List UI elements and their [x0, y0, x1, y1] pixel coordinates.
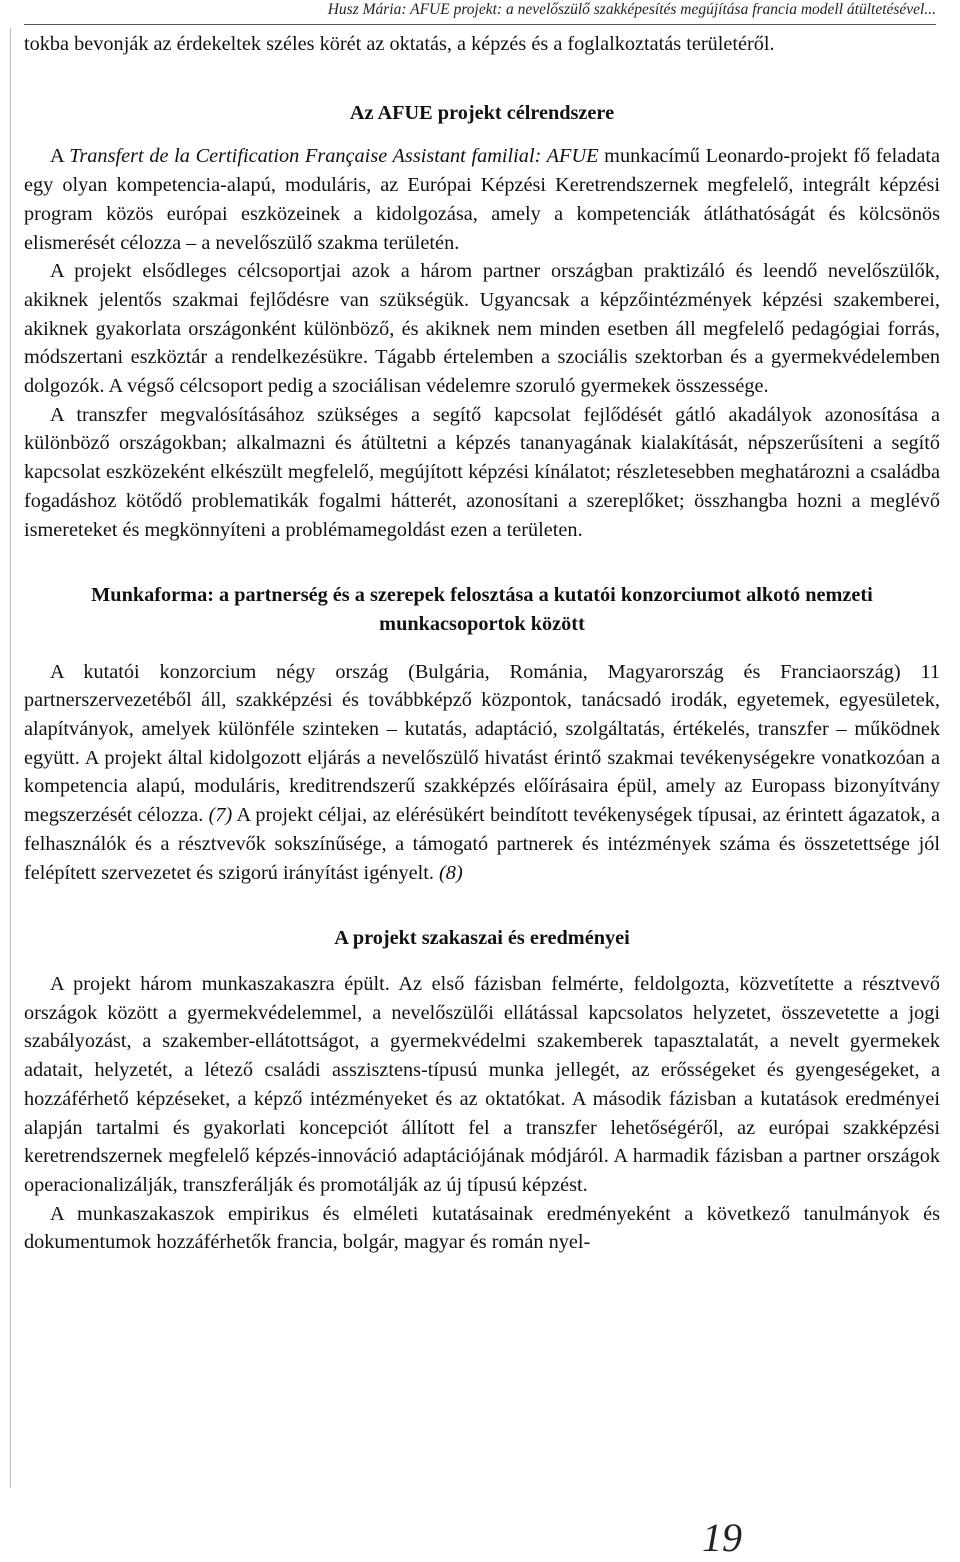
page-number: 19 — [702, 1515, 742, 1560]
page-body — [24, 30, 940, 1257]
work-paragraph-1 — [24, 658, 940, 888]
goals-paragraph-2: A projekt elsődleges célcsoportjai azok a három partner országban praktizáló és leendő nevelőszülők, akiknek jelentős szakmai fejlődésre van szükségük. Ugyancsak a képzőintézmények képzési szakemberei, akiknek gyakorlata országonként különböző, és akiknek nem minden esetben áll megfelelő pedagógiai forrás, módszertani eszköztár a rendelkezésükre. Tágabb értelemben a szociális szektorban és a gyermekvédelemben dolgozók. A végső célcsoport pedig a szociálisan védelemre szoruló gyermekek összessége. — [24, 260, 940, 398]
heading-phases: A projekt szakaszai és eredményei — [334, 927, 630, 950]
heading-goals: Az AFUE projekt célrendszere — [349, 101, 615, 124]
goals-paragraph-1 — [24, 142, 940, 257]
margin-rule — [10, 28, 11, 1488]
phases-paragraph-1: A projekt három munkaszakaszra épült. Az első fázisban felmérte, feldolgozta, közvetítette a résztvevő országok között a gyermekvédelemmel, a nevelőszülői ellátással kapcsolatos helyzetet, összevetette a jogi szabályozást, a szakember-ellátottságot, a gyermekvédelmi szakemberek tapasztalatát, a nevelt gyermekek adatait, helyzetét, a létező családi asszisztens-típusú munka jellegét, az erősségeket és gyengeségeket, a hozzáférhető képzéseket, a képző intézményeket és az oktatókat. A második fázisban a kutatások eredményei alapján tartalmi és gyakorlati koncepciót állított fel a transzfer lehetőségéről, az európai szakképzési keretrendszernek megfelelő képzés-innováció adaptációjának módjáról. A harmadik fázisban a partner országok operacionalizálják, transzferálják és promotálják az új típusú képzést. — [24, 972, 940, 1196]
work-p1-part2: A projekt céljai, az elérésükért beindított tevékenységek típusai, az érintett ágazatok, a felhasználók és a résztvevők sokszínűsége, a támogató partnerek és intézmények száma és összetettsége jól felépített szervezetet és szigorú irányítást igényelt. — [24, 804, 940, 884]
running-head: Husz Mária: AFUE projekt: a nevelőszülő szakképesítés megújítása francia modell átültetésével... — [24, 0, 936, 25]
goals-p1-before: A — [50, 145, 70, 168]
work-p1-part1: A kutatói konzorcium négy ország (Bulgária, Románia, Magyarország és Franciaország) 11 partnerszervezetéből áll, szakképzési és továbbképző központok, tanácsadó irodák, egyetemek, egyesületek, alapítványok, amelyek különféle szinteken – kutatás, adaptáció, szolgáltatás, értékelés, transzfer – működnek együtt. A projekt által kidolgozott eljárás a nevelőszülő hivatást érintő szakmai tevékenységekre vonatkozóan a kompetencia alapú, moduláris, kreditrendszerű szakképzés előírásaira épül, amely az Europass bizonyítvány megszerzését célozza. — [24, 660, 940, 827]
heading-work: Munkaforma: a partnerség és a szerepek felosztása a kutatói konzorciumot alkotó nemzeti munkacsoportok között — [91, 584, 873, 635]
footnote-ref-7[interactable]: (7) — [208, 804, 233, 827]
footnote-ref-8[interactable]: (8) — [439, 861, 463, 884]
phases-paragraph-2: A munkaszakaszok empirikus és elméleti kutatásainak eredményeként a következő tanulmányok és dokumentumok hozzáférhetők francia, bolgár, magyar és román nyel- — [24, 1202, 940, 1254]
intro-continuation: tokba bevonják az érdekeltek széles körét az oktatás, a képzés és a foglalkoztatás területéről. — [24, 33, 775, 55]
goals-p1-after: munkacímű Leonardo-projekt fő feladata egy olyan kompetencia-alapú, moduláris, az Európai Képzési Keretrendszernek megfelelő, integrált képzési program közös európai eszközeinek a kidolgozása, amely a kompetenciák átláthatóságát és kölcsönös elismerését célozza – a nevelőszülő szakma területén. — [24, 145, 940, 254]
goals-paragraph-3: A transzfer megvalósításához szükséges a segítő kapcsolat fejlődését gátló akadályok azonosítása a különböző országokban; alkalmazni és átültetni a képzés tananyagának kialakítását, népszerűsíteni a segítő kapcsolat eszközeként elkészült megfelelő, megújított képzési kínálatot; részletesebben meghatározni a családba fogadáshoz kötődő problematikák fogalmi hátterét, azonosítani a szereplőket; összhangba hozni a meglévő ismereteket és megkönnyíteni a problémamegoldást ezen a területen. — [24, 403, 940, 541]
goals-p1-project-title: Transfert de la Certification Française Assistant familial: AFUE — [69, 145, 599, 168]
